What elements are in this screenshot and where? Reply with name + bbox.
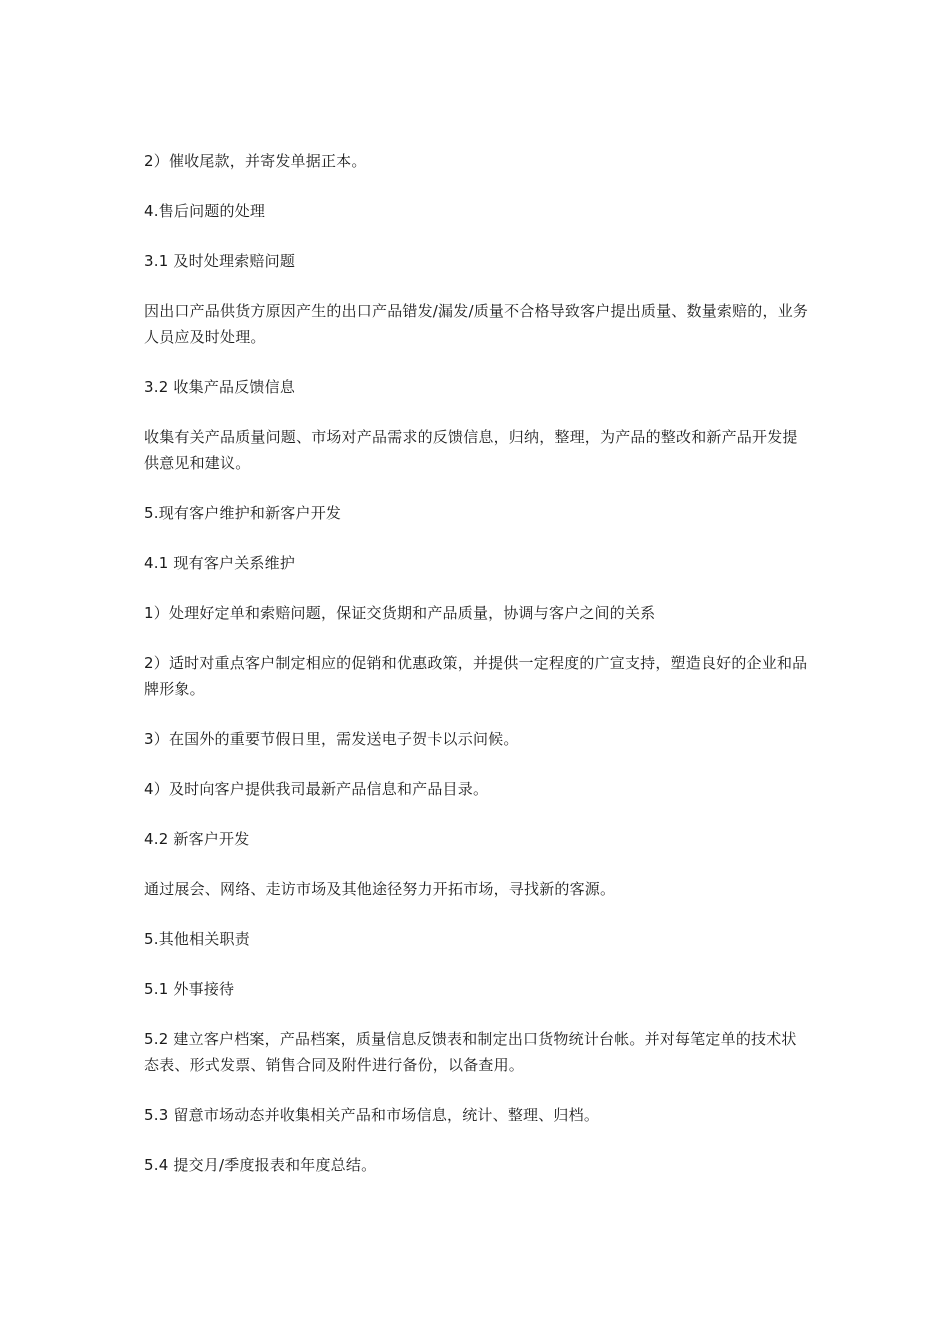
item-5-1: 5.1 外事接待 — [144, 980, 235, 998]
item-5-3: 5.3 留意市场动态并收集相关产品和市场信息，统计、整理、归档。 — [144, 1106, 600, 1124]
paragraph-feedback: 收集有关产品质量问题、市场对产品需求的反馈信息，归纳，整理，为产品的整改和新产品开发提供意见和建议。 — [144, 428, 798, 472]
item-5-4: 5.4 提交月/季度报表和年度总结。 — [144, 1156, 377, 1174]
paragraph-claims: 因出口产品供货方原因产生的出口产品错发/漏发/质量不合格导致客户提出质量、数量索赔的，业务人员应及时处理。 — [144, 302, 809, 346]
heading-other-duties: 5.其他相关职责 — [144, 930, 250, 948]
paragraph-new-customers: 通过展会、网络、走访市场及其他途径努力开拓市场，寻找新的客源。 — [144, 880, 616, 898]
paragraph-collect-final-payment: 2）催收尾款，并寄发单据正本。 — [144, 152, 367, 170]
list-item-3: 3）在国外的重要节假日里，需发送电子贺卡以示问候。 — [144, 730, 519, 748]
subheading-claims: 3.1 及时处理索赔问题 — [144, 252, 296, 270]
heading-after-sales: 4.售后问题的处理 — [144, 202, 266, 220]
item-5-2: 5.2 建立客户档案，产品档案，质量信息反馈表和制定出口货物统计台帐。并对每笔定单的技术状态表、形式发票、销售合同及附件进行备份，以备查用。 — [144, 1030, 797, 1074]
list-item-1: 1）处理好定单和索赔问题，保证交货期和产品质量，协调与客户之间的关系 — [144, 604, 656, 622]
heading-customer-maintenance: 5.现有客户维护和新客户开发 — [144, 504, 342, 522]
subheading-feedback: 3.2 收集产品反馈信息 — [144, 378, 296, 396]
document-body — [144, 148, 810, 1202]
list-item-2: 2）适时对重点客户制定相应的促销和优惠政策，并提供一定程度的广宣支持，塑造良好的企业和品牌形象。 — [144, 654, 808, 698]
subheading-new-customers: 4.2 新客户开发 — [144, 830, 250, 848]
list-item-4: 4）及时向客户提供我司最新产品信息和产品目录。 — [144, 780, 489, 798]
subheading-existing-customers: 4.1 现有客户关系维护 — [144, 554, 296, 572]
